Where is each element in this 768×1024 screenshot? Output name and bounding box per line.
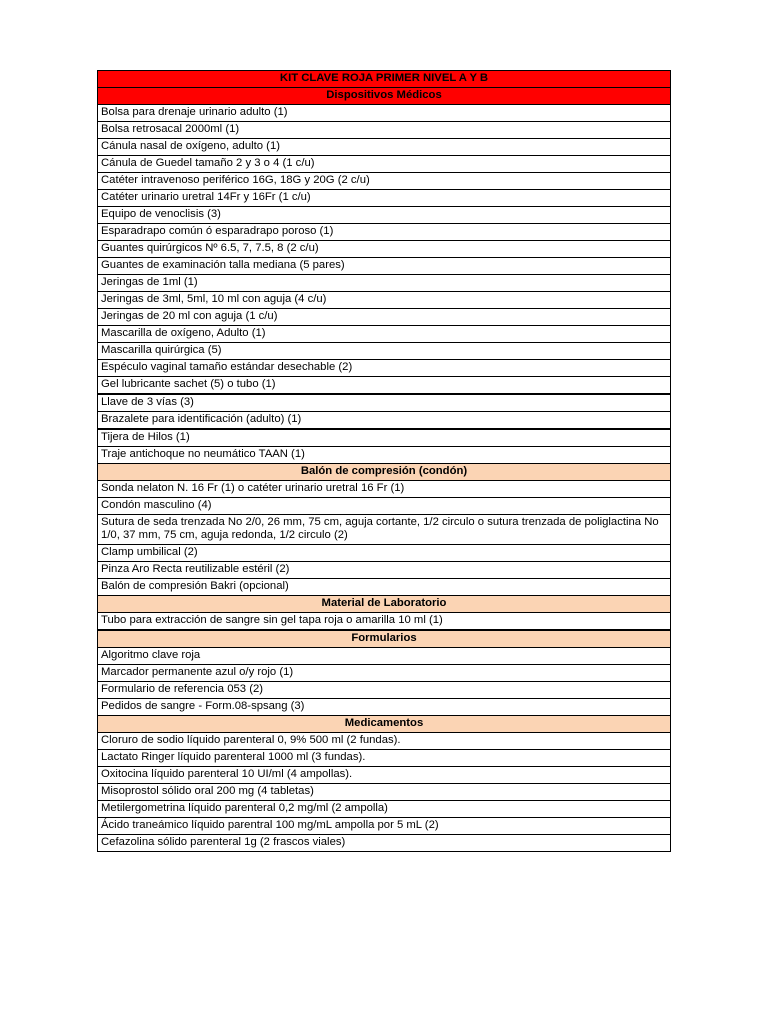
item-cell: Ácido traneámico líquido parentral 100 mg/mL ampolla por 5 mL (2) bbox=[98, 818, 671, 835]
item-cell: Oxitocina líquido parenteral 10 UI/ml (4 ampollas). bbox=[98, 767, 671, 784]
item-cell: Pinza Aro Recta reutilizable estéril (2) bbox=[98, 562, 671, 579]
table-row bbox=[98, 699, 671, 716]
table-row bbox=[98, 447, 671, 464]
table-row bbox=[98, 784, 671, 801]
item-cell: Guantes quirúrgicos Nº 6.5, 7, 7.5, 8 (2 c/u) bbox=[98, 241, 671, 258]
item-cell: Catéter intravenoso periférico 16G, 18G y 20G (2 c/u) bbox=[98, 173, 671, 190]
item-cell: Jeringas de 1ml (1) bbox=[98, 275, 671, 292]
section-header-row bbox=[98, 716, 671, 733]
table-row bbox=[98, 835, 671, 852]
item-cell: Tijera de Hilos (1) bbox=[98, 429, 671, 447]
table-row bbox=[98, 613, 671, 631]
table-row bbox=[98, 545, 671, 562]
item-cell: Guantes de examinación talla mediana (5 pares) bbox=[98, 258, 671, 275]
item-cell: Cánula de Guedel tamaño 2 y 3 o 4 (1 c/u) bbox=[98, 156, 671, 173]
item-cell: Formulario de referencia 053 (2) bbox=[98, 682, 671, 699]
item-cell: Jeringas de 3ml, 5ml, 10 ml con aguja (4 c/u) bbox=[98, 292, 671, 309]
item-cell: Cánula nasal de oxígeno, adulto (1) bbox=[98, 139, 671, 156]
table-row bbox=[98, 515, 671, 545]
table-row bbox=[98, 665, 671, 682]
table-title: KIT CLAVE ROJA PRIMER NIVEL A Y B bbox=[98, 71, 671, 88]
item-cell: Brazalete para identificación (adulto) (1) bbox=[98, 412, 671, 430]
table-title-row bbox=[98, 71, 671, 88]
table-row bbox=[98, 258, 671, 275]
item-cell: Bolsa retrosacal 2000ml (1) bbox=[98, 122, 671, 139]
table-row bbox=[98, 562, 671, 579]
table-row bbox=[98, 682, 671, 699]
section-header-row bbox=[98, 88, 671, 105]
section-header: Formularios bbox=[98, 630, 671, 648]
item-cell: Cefazolina sólido parenteral 1g (2 frascos viales) bbox=[98, 835, 671, 852]
item-cell: Marcador permanente azul o/y rojo (1) bbox=[98, 665, 671, 682]
table-row bbox=[98, 224, 671, 241]
item-cell: Sonda nelaton N. 16 Fr (1) o catéter urinario uretral 16 Fr (1) bbox=[98, 481, 671, 498]
table-row bbox=[98, 207, 671, 224]
item-cell: Sutura de seda trenzada No 2/0, 26 mm, 75 cm, aguja cortante, 1/2 circulo o sutura trenzada de poliglactina No 1/0, 37 mm, 75 cm, aguja redonda, 1/2 circulo (2) bbox=[98, 515, 671, 545]
item-cell: Traje antichoque no neumático TAAN (1) bbox=[98, 447, 671, 464]
section-header: Medicamentos bbox=[98, 716, 671, 733]
kit-table bbox=[97, 70, 671, 852]
table-row bbox=[98, 173, 671, 190]
item-cell: Condón masculino (4) bbox=[98, 498, 671, 515]
table-row bbox=[98, 412, 671, 430]
table-row bbox=[98, 429, 671, 447]
table-row bbox=[98, 801, 671, 818]
table-row bbox=[98, 818, 671, 835]
table-row bbox=[98, 156, 671, 173]
item-cell: Gel lubricante sachet (5) o tubo (1) bbox=[98, 377, 671, 395]
item-cell: Metilergometrina líquido parenteral 0,2 mg/ml (2 ampolla) bbox=[98, 801, 671, 818]
section-header: Balón de compresión (condón) bbox=[98, 464, 671, 481]
item-cell: Mascarilla quirúrgica (5) bbox=[98, 343, 671, 360]
table-row bbox=[98, 122, 671, 139]
section-header-row bbox=[98, 596, 671, 613]
table-row bbox=[98, 767, 671, 784]
table-row bbox=[98, 498, 671, 515]
item-cell: Esparadrapo común ó esparadrapo poroso (1) bbox=[98, 224, 671, 241]
item-cell: Llave de 3 vías (3) bbox=[98, 394, 671, 412]
item-cell: Tubo para extracción de sangre sin gel tapa roja o amarilla 10 ml (1) bbox=[98, 613, 671, 631]
section-header-row bbox=[98, 464, 671, 481]
item-cell: Lactato Ringer líquido parenteral 1000 ml (3 fundas). bbox=[98, 750, 671, 767]
table-row bbox=[98, 481, 671, 498]
item-cell: Misoprostol sólido oral 200 mg (4 tabletas) bbox=[98, 784, 671, 801]
item-cell: Cloruro de sodio líquido parenteral 0, 9% 500 ml (2 fundas). bbox=[98, 733, 671, 750]
table-row bbox=[98, 275, 671, 292]
item-cell: Clamp umbilical (2) bbox=[98, 545, 671, 562]
table-row bbox=[98, 139, 671, 156]
section-header: Dispositivos Médicos bbox=[98, 88, 671, 105]
item-cell: Equipo de venoclisis (3) bbox=[98, 207, 671, 224]
table-row bbox=[98, 360, 671, 377]
table-row bbox=[98, 648, 671, 665]
table-row bbox=[98, 394, 671, 412]
item-cell: Catéter urinario uretral 14Fr y 16Fr (1 c/u) bbox=[98, 190, 671, 207]
table-row bbox=[98, 377, 671, 395]
item-cell: Jeringas de 20 ml con aguja (1 c/u) bbox=[98, 309, 671, 326]
table-row bbox=[98, 105, 671, 122]
item-cell: Espéculo vaginal tamaño estándar desechable (2) bbox=[98, 360, 671, 377]
item-cell: Algoritmo clave roja bbox=[98, 648, 671, 665]
table-row bbox=[98, 292, 671, 309]
item-cell: Balón de compresión Bakri (opcional) bbox=[98, 579, 671, 596]
table-row bbox=[98, 750, 671, 767]
table-row bbox=[98, 733, 671, 750]
table-row bbox=[98, 326, 671, 343]
section-header-row bbox=[98, 630, 671, 648]
table-row bbox=[98, 241, 671, 258]
item-cell: Pedidos de sangre - Form.08-spsang (3) bbox=[98, 699, 671, 716]
table-row bbox=[98, 190, 671, 207]
item-cell: Bolsa para drenaje urinario adulto (1) bbox=[98, 105, 671, 122]
table-row bbox=[98, 343, 671, 360]
section-header: Material de Laboratorio bbox=[98, 596, 671, 613]
kit-table-body bbox=[98, 71, 671, 852]
table-row bbox=[98, 579, 671, 596]
item-cell: Mascarilla de oxígeno, Adulto (1) bbox=[98, 326, 671, 343]
table-row bbox=[98, 309, 671, 326]
